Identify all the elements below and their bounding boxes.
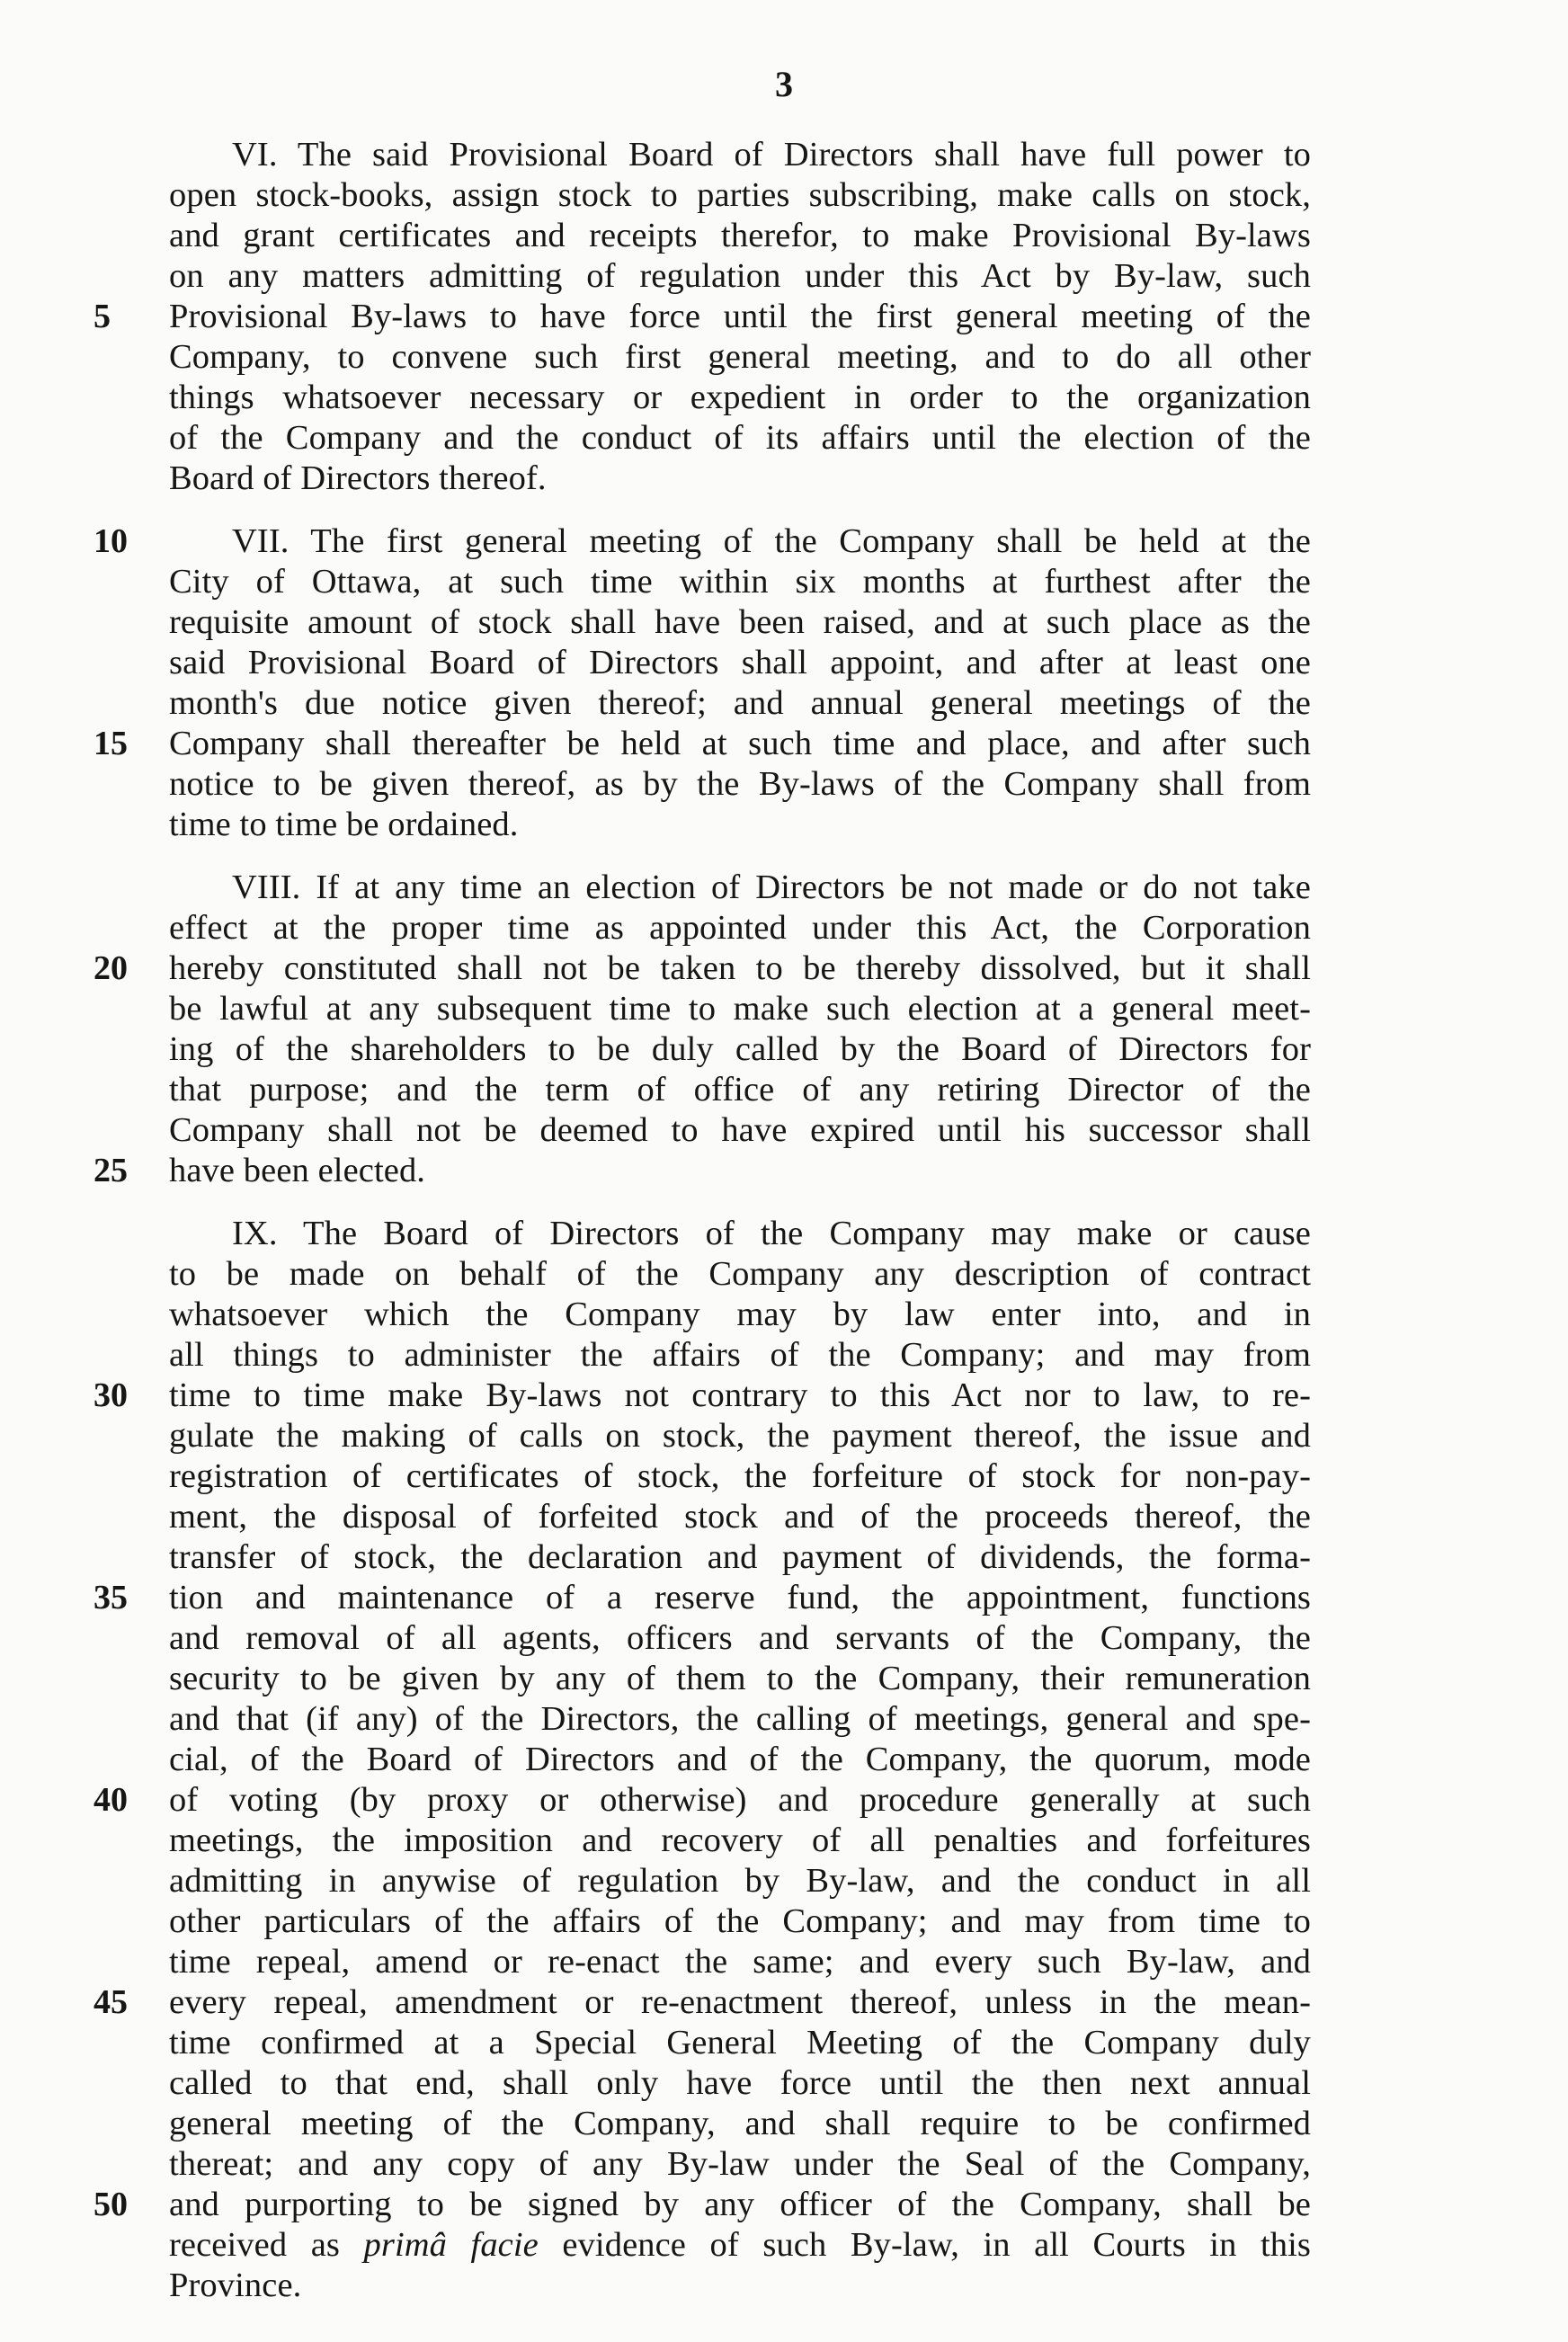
text-line: to be made on behalf of the Company any description of contract: [169, 1255, 1311, 1293]
text-line-mixed: [169, 2225, 1311, 2266]
text-line: all things to administer the affairs of the Company; and may from: [169, 1336, 1311, 1374]
text-line: Company shall thereafter be held at such time and place, and after such: [169, 725, 1311, 762]
text-line: cial, of the Board of Directors and of the Company, the quorum, mode: [169, 1741, 1311, 1778]
text-line: other particulars of the affairs of the Company; and may from time to: [169, 1902, 1311, 1940]
text-line: thereat; and any copy of any By-law under the Seal of the Company,: [169, 2145, 1311, 2183]
text-line: that purpose; and the term of office of any retiring Director of the: [169, 1071, 1311, 1109]
text-line: effect at the proper time as appointed under this Act, the Corporation: [169, 909, 1311, 947]
text-line: on any matters admitting of regulation under this Act by By-law, such: [169, 257, 1311, 295]
line-number: 30: [94, 1376, 128, 1414]
text-line: said Provisional Board of Directors shall appoint, and after at least one: [169, 644, 1311, 681]
text-line: every repeal, amendment or re-enactment thereof, unless in the mean-: [169, 1983, 1311, 2021]
text-fragment: received as: [169, 2226, 340, 2264]
text-line: ing of the shareholders to be duly called by the Board of Directors for: [169, 1030, 1311, 1068]
text-line: and that (if any) of the Directors, the calling of meetings, general and spe-: [169, 1700, 1311, 1738]
text-line: tion and maintenance of a reserve fund, the appointment, functions: [169, 1579, 1311, 1616]
text-line: time confirmed at a Special General Meeting of the Company duly: [169, 2024, 1311, 2061]
text-line: called to that end, shall only have force until the then next annual: [169, 2064, 1311, 2102]
text-line: meetings, the imposition and recovery of all penalties and forfeitures: [169, 1821, 1311, 1859]
text-line: and purporting to be signed by any officer of the Company, shall be: [169, 2186, 1311, 2223]
line-number: 25: [94, 1152, 128, 1189]
text-line: VIII. If at any time an election of Directors be not made or do not take: [232, 868, 1311, 906]
text-line: time to time be ordained.: [169, 806, 519, 843]
text-line: Company, to convene such first general meeting, and to do all other: [169, 338, 1311, 376]
text-line: ment, the disposal of forfeited stock and of the proceeds thereof, the: [169, 1498, 1311, 1536]
text-line: month's due notice given thereof; and annual general meetings of the: [169, 684, 1311, 722]
line-number: 40: [94, 1781, 128, 1819]
text-line: Provisional By-laws to have force until the first general meeting of the: [169, 298, 1311, 335]
page-number: 3: [775, 64, 793, 104]
line-number: 35: [94, 1579, 128, 1616]
line-number: 15: [94, 725, 128, 762]
line-number: 5: [94, 298, 111, 335]
text-line: and grant certificates and receipts therefor, to make Provisional By-laws: [169, 217, 1311, 254]
text-line: things whatsoever necessary or expedient in order to the organization: [169, 378, 1311, 416]
text-line: requisite amount of stock shall have been raised, and at such place as the: [169, 603, 1311, 641]
text-line: time repeal, amend or re-enact the same; and every such By-law, and: [169, 1943, 1311, 1981]
text-line: City of Ottawa, at such time within six months at furthest after the: [169, 563, 1311, 601]
text-line: registration of certificates of stock, the forfeiture of stock for non-pay-: [169, 1457, 1311, 1495]
text-line: open stock-books, assign stock to parties subscribing, make calls on stock,: [169, 176, 1311, 214]
text-line: admitting in anywise of regulation by By-law, and the conduct in all: [169, 1862, 1311, 1900]
text-line: VI. The said Provisional Board of Directors shall have full power to: [232, 136, 1311, 174]
text-line: whatsoever which the Company may by law enter into, and in: [169, 1296, 1311, 1333]
text-line: time to time make By-laws not contrary to this Act nor to law, to re-: [169, 1376, 1311, 1414]
text-line: have been elected.: [169, 1152, 426, 1189]
text-line: security to be given by any of them to the Company, their remuneration: [169, 1660, 1311, 1697]
text-line: VII. The first general meeting of the Company shall be held at the: [232, 522, 1311, 560]
line-number: 45: [94, 1983, 128, 2021]
text-fragment: evidence of such By-law, in all Courts in this: [562, 2226, 1312, 2264]
text-line: notice to be given thereof, as by the By-laws of the Company shall from: [169, 765, 1311, 803]
text-line: hereby constituted shall not be taken to be thereby dissolved, but it shall: [169, 949, 1311, 987]
text-line: IX. The Board of Directors of the Company may make or cause: [232, 1215, 1311, 1252]
text-line: Board of Directors thereof.: [169, 459, 547, 497]
line-number: 50: [94, 2186, 128, 2223]
text-line: transfer of stock, the declaration and payment of dividends, the forma-: [169, 1538, 1311, 1576]
italic-phrase: primâ facie: [363, 2226, 539, 2264]
line-number: 10: [94, 522, 128, 560]
text-line: Company shall not be deemed to have expired until his successor shall: [169, 1111, 1311, 1149]
text-line: gulate the making of calls on stock, the payment thereof, the issue and: [169, 1417, 1311, 1455]
text-line: of voting (by proxy or otherwise) and procedure generally at such: [169, 1781, 1311, 1819]
line-number: 20: [94, 949, 128, 987]
text-line: be lawful at any subsequent time to make such election at a general meet-: [169, 990, 1311, 1028]
text-line: Province.: [169, 2266, 302, 2304]
text-line: general meeting of the Company, and shall require to be confirmed: [169, 2105, 1311, 2142]
text-line: and removal of all agents, officers and servants of the Company, the: [169, 1619, 1311, 1657]
text-line: of the Company and the conduct of its affairs until the election of the: [169, 419, 1311, 457]
